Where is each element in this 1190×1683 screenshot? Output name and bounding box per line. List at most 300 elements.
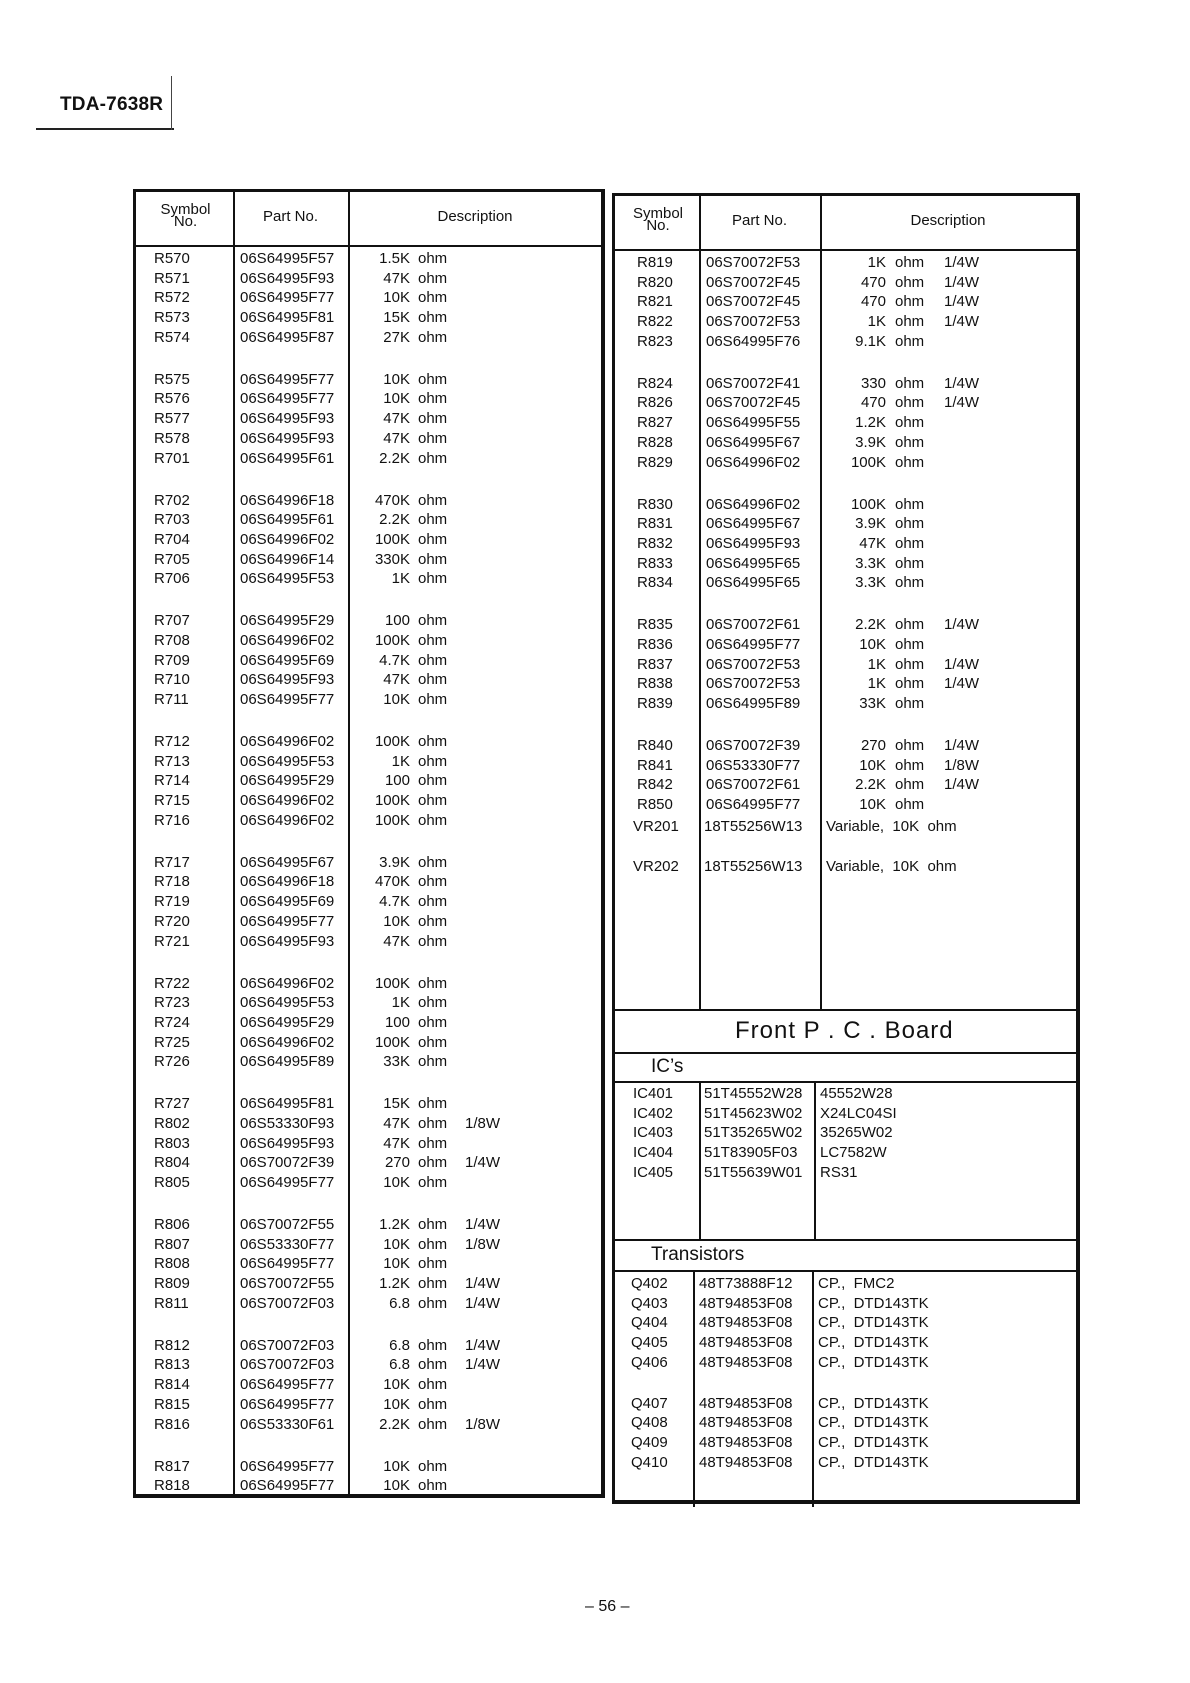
symbol-cell: R833: [637, 554, 673, 572]
unit-cell: ohm: [895, 737, 925, 755]
value-cell: 1.2K: [379, 1216, 410, 1234]
symbol-cell: Q403: [631, 1294, 668, 1312]
part-number-cell: 06S64996F02: [240, 811, 335, 829]
unit-cell: ohm: [418, 811, 448, 829]
symbol-cell: R822: [637, 313, 673, 331]
part-number-cell: 51T55639W01: [704, 1163, 803, 1181]
part-number-cell: 18T55256W13: [704, 817, 803, 835]
unit-cell: ohm: [418, 1415, 448, 1433]
table-row: [136, 410, 601, 430]
table-row: [615, 555, 1076, 575]
table-row: [136, 1236, 601, 1256]
value-cell: 100K: [374, 631, 410, 649]
description-cell: CP., DTD143TK: [818, 1334, 929, 1352]
symbol-cell: R706: [154, 570, 190, 588]
part-number-cell: 06S64995F77: [240, 1174, 335, 1192]
table-row: [136, 1216, 601, 1236]
section-divider: [615, 1052, 1076, 1054]
symbol-cell: VR202: [633, 857, 679, 875]
table-row: [136, 390, 601, 410]
unit-cell: ohm: [418, 1216, 448, 1234]
value-cell: 3.3K: [855, 574, 886, 592]
symbol-cell: R710: [154, 671, 190, 689]
value-cell: 10K: [383, 1235, 410, 1253]
unit-cell: ohm: [895, 254, 925, 271]
value-cell: 6.8: [389, 1356, 410, 1374]
table-row: [136, 1135, 601, 1155]
table-row: [615, 1275, 1076, 1295]
symbol-cell: R716: [154, 811, 190, 829]
part-number-cell: 06S64995F57: [240, 250, 335, 267]
unit-cell: ohm: [418, 853, 448, 871]
symbol-cell: R571: [154, 269, 190, 287]
unit-cell: ohm: [895, 616, 925, 634]
table-row: [136, 1458, 601, 1478]
symbol-cell: R575: [154, 370, 190, 388]
wattage-cell: 1/8W: [465, 1114, 501, 1132]
value-cell: 1K: [867, 254, 886, 271]
part-header: Part No.: [262, 208, 319, 225]
value-cell: 47K: [383, 410, 410, 428]
symbol-cell: Q407: [631, 1394, 668, 1412]
symbol-cell: R578: [154, 429, 190, 447]
unit-cell: ohm: [418, 1235, 448, 1253]
part-number-cell: 06S70072F03: [240, 1356, 335, 1374]
unit-cell: ohm: [418, 1053, 448, 1071]
unit-cell: ohm: [418, 429, 448, 447]
symbol-cell: R577: [154, 410, 190, 428]
table-row: [136, 492, 601, 512]
symbol-cell: R713: [154, 752, 190, 770]
wattage-cell: 1/4W: [944, 313, 980, 331]
symbol-cell: R718: [154, 873, 190, 891]
section-divider: [615, 1270, 1076, 1272]
description-cell: LC7582W: [820, 1144, 887, 1162]
table-row: [615, 274, 1076, 294]
unit-cell: ohm: [418, 631, 448, 649]
part-number-cell: 48T73888F12: [699, 1275, 793, 1292]
table-row: [615, 1314, 1076, 1334]
unit-cell: ohm: [418, 269, 448, 287]
wattage-cell: 1/4W: [944, 254, 980, 271]
symbol-cell: R705: [154, 550, 190, 568]
unit-cell: ohm: [895, 293, 925, 311]
part-number-cell: 06S64995F55: [706, 414, 801, 432]
part-number-cell: 06S64995F93: [240, 1134, 335, 1152]
part-number-cell: 06S64996F02: [240, 530, 335, 548]
value-cell: 4.7K: [379, 651, 410, 669]
part-number-cell: 06S64995F69: [240, 651, 335, 669]
unit-cell: ohm: [895, 554, 925, 572]
wattage-cell: 1/4W: [465, 1154, 501, 1172]
value-cell: 10K: [383, 912, 410, 930]
table-row: [615, 434, 1076, 454]
part-number-cell: 48T94853F08: [699, 1394, 793, 1412]
value-cell: 100K: [374, 811, 410, 829]
table-row: [136, 289, 601, 309]
table-row: [136, 1295, 601, 1315]
value-cell: 100: [384, 772, 410, 790]
symbol-cell: R701: [154, 449, 190, 467]
part-number-cell: 06S64996F02: [240, 733, 335, 751]
symbol-header: Symbol: [632, 205, 684, 222]
part-number-cell: 06S70072F45: [706, 394, 801, 412]
part-number-cell: 06S64995F93: [706, 534, 801, 552]
part-number-cell: 06S64996F02: [706, 495, 801, 513]
symbol-cell: Q410: [631, 1453, 668, 1471]
symbol-cell: R829: [637, 453, 673, 471]
table-row: [615, 1124, 1076, 1144]
unit-cell: ohm: [895, 414, 925, 432]
symbol-cell: R711: [154, 691, 189, 709]
part-number-cell: 06S64995F77: [240, 1477, 335, 1495]
symbol-cell: Q405: [631, 1334, 668, 1352]
table-row: [136, 1356, 601, 1376]
table-row: [136, 612, 601, 632]
table-row: [136, 975, 601, 995]
part-number-cell: 06S64996F18: [240, 873, 335, 891]
symbol-cell: R817: [154, 1457, 190, 1475]
table-row: [136, 1014, 601, 1034]
symbol-cell: Q408: [631, 1414, 668, 1432]
value-cell: 100K: [374, 974, 410, 992]
part-number-cell: 06S64995F77: [240, 1376, 335, 1394]
unit-cell: ohm: [895, 374, 925, 392]
symbol-cell: Q409: [631, 1434, 668, 1452]
symbol-cell: R573: [154, 309, 190, 327]
table-row: [615, 1434, 1076, 1454]
table-row: [615, 656, 1076, 676]
value-cell: 100K: [850, 495, 886, 513]
table-row: [136, 812, 601, 832]
part-number-cell: 06S64995F93: [240, 269, 335, 287]
table-row: [136, 1154, 601, 1174]
symbol-cell: IC402: [633, 1104, 674, 1122]
table-row: [615, 515, 1076, 535]
part-number-cell: 06S64995F77: [240, 912, 335, 930]
part-number-cell: 18T55256W13: [704, 857, 803, 875]
symbol-cell: R828: [637, 433, 673, 451]
table-row: [615, 535, 1076, 555]
table-row: [136, 691, 601, 711]
table-row: [615, 1414, 1076, 1434]
unit-cell: ohm: [895, 332, 925, 350]
table-row: [615, 818, 1076, 838]
value-cell: 1K: [391, 570, 410, 588]
unit-cell: ohm: [418, 912, 448, 930]
unit-cell: ohm: [418, 1457, 448, 1475]
symbol-cell: R802: [154, 1114, 190, 1132]
unit-cell: ohm: [418, 1174, 448, 1192]
table-row: [136, 551, 601, 571]
part-number-cell: 48T94853F08: [699, 1314, 793, 1332]
description-cell: CP., DTD143TK: [818, 1294, 929, 1312]
part-number-cell: 06S53330F61: [240, 1415, 335, 1433]
part-number-cell: 48T94853F08: [699, 1453, 793, 1471]
wattage-cell: 1/4W: [465, 1275, 501, 1293]
symbol-cell: R832: [637, 534, 673, 552]
value-cell: 10K: [383, 390, 410, 408]
part-number-cell: 51T45623W02: [704, 1104, 803, 1122]
symbol-cell: R723: [154, 994, 190, 1012]
symbol-cell: R725: [154, 1033, 190, 1051]
symbol-cell: R834: [637, 574, 673, 592]
value-cell: 270: [860, 737, 886, 755]
part-header: Part No.: [731, 212, 788, 229]
part-number-cell: 06S64995F89: [240, 1053, 335, 1071]
table-row: [136, 733, 601, 753]
value-cell: 10K: [383, 691, 410, 709]
table-row: [136, 893, 601, 913]
unit-cell: ohm: [418, 752, 448, 770]
value-cell: 2.2K: [855, 616, 886, 634]
unit-cell: ohm: [418, 932, 448, 950]
part-number-cell: 06S70072F61: [706, 616, 801, 634]
symbol-cell: R827: [637, 414, 673, 432]
part-number-cell: 06S64995F77: [240, 1255, 335, 1273]
wattage-cell: 1/4W: [465, 1216, 501, 1234]
table-row: [136, 250, 601, 270]
value-cell: 10K: [383, 370, 410, 388]
value-cell: 2.2K: [855, 776, 886, 794]
model-underline: [36, 128, 174, 130]
table-row: [136, 329, 601, 349]
symbol-cell: VR201: [633, 817, 679, 835]
symbol-header: Symbol: [160, 201, 211, 218]
symbol-cell: R721: [154, 932, 190, 950]
unit-cell: ohm: [418, 1356, 448, 1374]
unit-cell: ohm: [895, 394, 925, 412]
description-header: Description: [910, 212, 986, 229]
value-cell: 100K: [374, 733, 410, 751]
part-number-cell: 48T94853F08: [699, 1334, 793, 1352]
unit-cell: ohm: [418, 570, 448, 588]
part-number-cell: 06S64995F67: [706, 433, 801, 451]
part-number-cell: 06S64995F29: [240, 1013, 335, 1031]
value-cell: 15K: [383, 1095, 410, 1113]
value-cell: 1K: [391, 752, 410, 770]
table-row: [136, 371, 601, 391]
part-number-cell: 06S64995F93: [240, 932, 335, 950]
value-cell: 1.2K: [855, 414, 886, 432]
part-number-cell: 06S70072F55: [240, 1216, 335, 1234]
table-row: [136, 1416, 601, 1436]
table-row: [136, 1115, 601, 1135]
wattage-cell: 1/4W: [465, 1336, 501, 1354]
table-row: [615, 254, 1076, 274]
parts-table-left: [133, 189, 605, 1498]
symbol-cell: R704: [154, 530, 190, 548]
table-row: [615, 454, 1076, 474]
part-number-cell: 48T94853F08: [699, 1434, 793, 1452]
wattage-cell: 1/4W: [465, 1294, 501, 1312]
value-cell: 10K: [383, 289, 410, 307]
unit-cell: ohm: [895, 495, 925, 513]
wattage-cell: 1/4W: [944, 616, 980, 634]
symbol-cell: R726: [154, 1053, 190, 1071]
value-cell: 3.9K: [379, 853, 410, 871]
value-cell: 10K: [383, 1174, 410, 1192]
value-cell: 1K: [867, 655, 886, 673]
table-row: [615, 313, 1076, 333]
symbol-cell: Q404: [631, 1314, 668, 1332]
symbol-cell: R840: [637, 737, 673, 755]
wattage-cell: 1/4W: [944, 293, 980, 311]
symbol-cell: R812: [154, 1336, 190, 1354]
value-cell: 100K: [374, 1033, 410, 1051]
unit-cell: ohm: [418, 250, 448, 267]
part-number-cell: 06S64995F89: [706, 695, 801, 713]
unit-cell: ohm: [418, 873, 448, 891]
part-number-cell: 06S70072F41: [706, 374, 801, 392]
value-cell: 4.7K: [379, 893, 410, 911]
unit-cell: ohm: [418, 530, 448, 548]
part-number-cell: 06S64995F65: [706, 554, 801, 572]
table-row: [136, 570, 601, 590]
symbol-cell: IC401: [633, 1085, 674, 1102]
symbol-cell: R576: [154, 390, 190, 408]
unit-cell: ohm: [418, 1294, 448, 1312]
symbol-cell: R823: [637, 332, 673, 350]
symbol-cell: R808: [154, 1255, 190, 1273]
unit-cell: ohm: [418, 511, 448, 529]
wattage-cell: 1/4W: [944, 273, 980, 291]
header-divider: [615, 249, 1076, 251]
value-cell: 2.2K: [379, 1415, 410, 1433]
part-number-cell: 06S70072F53: [706, 313, 801, 331]
description-cell: CP., DTD143TK: [818, 1394, 929, 1412]
description-header: Description: [437, 208, 513, 225]
table-row: [136, 270, 601, 290]
table-row: [136, 1034, 601, 1054]
table-row: [136, 854, 601, 874]
part-number-cell: 06S64995F77: [240, 691, 335, 709]
table-row: [136, 1095, 601, 1115]
unit-cell: ohm: [895, 695, 925, 713]
value-cell: 10K: [859, 756, 886, 774]
unit-cell: ohm: [895, 453, 925, 471]
part-number-cell: 06S64995F77: [706, 796, 801, 814]
unit-cell: ohm: [418, 1255, 448, 1273]
table-row: [136, 792, 601, 812]
unit-cell: ohm: [418, 1013, 448, 1031]
symbol-cell: R820: [637, 273, 673, 291]
symbol-header-no: No.: [646, 217, 670, 234]
symbol-cell: R715: [154, 792, 190, 810]
value-cell: 3.3K: [855, 554, 886, 572]
symbol-cell: R717: [154, 853, 190, 871]
unit-cell: ohm: [418, 1134, 448, 1152]
part-number-cell: 51T45552W28: [704, 1085, 803, 1102]
symbol-cell: R703: [154, 511, 190, 529]
part-number-cell: 06S64995F77: [240, 1395, 335, 1413]
value-cell: 10K: [859, 796, 886, 814]
wattage-cell: 1/8W: [465, 1415, 501, 1433]
table-row: [136, 309, 601, 329]
part-number-cell: 06S64995F93: [240, 410, 335, 428]
value-cell: 10K: [383, 1457, 410, 1475]
unit-cell: ohm: [418, 671, 448, 689]
description-cell: Variable, 10K ohm: [826, 817, 957, 835]
table-row: [136, 1337, 601, 1357]
value-cell: 47K: [859, 534, 886, 552]
part-number-cell: 06S53330F93: [240, 1114, 335, 1132]
table-row: [136, 1477, 601, 1497]
table-row: [615, 394, 1076, 414]
part-number-cell: 06S70072F03: [240, 1294, 335, 1312]
part-number-cell: 51T35265W02: [704, 1124, 803, 1142]
part-number-cell: 06S64995F53: [240, 994, 335, 1012]
part-number-cell: 06S70072F61: [706, 776, 801, 794]
value-cell: 27K: [383, 328, 410, 346]
value-cell: 1K: [391, 994, 410, 1012]
value-cell: 1K: [867, 313, 886, 331]
symbol-cell: R805: [154, 1174, 190, 1192]
table-row: [615, 757, 1076, 777]
value-cell: 470: [860, 273, 886, 291]
symbol-cell: R816: [154, 1415, 190, 1433]
model-tick-mark: [171, 76, 172, 130]
part-number-cell: 06S64995F81: [240, 1095, 335, 1113]
part-number-cell: 48T94853F08: [699, 1353, 793, 1371]
part-number-cell: 06S70072F53: [706, 655, 801, 673]
table-row: [615, 1334, 1076, 1354]
table-row: [615, 496, 1076, 516]
unit-cell: ohm: [418, 772, 448, 790]
symbol-cell: R824: [637, 374, 673, 392]
part-number-cell: 06S64995F77: [706, 635, 801, 653]
wattage-cell: 1/4W: [944, 655, 980, 673]
part-number-cell: 06S64995F76: [706, 332, 801, 350]
table-row: [615, 858, 1076, 878]
table-row: [136, 652, 601, 672]
table-row: [615, 1085, 1076, 1105]
symbol-cell: R574: [154, 328, 190, 346]
table-row: [615, 1295, 1076, 1315]
part-number-cell: 06S64995F67: [240, 853, 335, 871]
table-row: [615, 1144, 1076, 1164]
model-number: TDA-7638R: [60, 94, 164, 115]
unit-cell: ohm: [895, 574, 925, 592]
symbol-cell: R809: [154, 1275, 190, 1293]
description-cell: CP., DTD143TK: [818, 1434, 929, 1452]
symbol-cell: R839: [637, 695, 673, 713]
unit-cell: ohm: [418, 1095, 448, 1113]
part-number-cell: 06S64995F87: [240, 328, 335, 346]
unit-cell: ohm: [418, 550, 448, 568]
symbol-cell: R724: [154, 1013, 190, 1031]
part-number-cell: 06S64995F77: [240, 370, 335, 388]
symbol-cell: IC403: [633, 1124, 674, 1142]
table-row: [136, 1255, 601, 1275]
part-number-cell: 06S64996F02: [240, 974, 335, 992]
value-cell: 470K: [374, 873, 410, 891]
section-divider: [615, 1009, 1076, 1011]
value-cell: 47K: [383, 671, 410, 689]
symbol-cell: R720: [154, 912, 190, 930]
table-row: [615, 414, 1076, 434]
unit-cell: ohm: [418, 792, 448, 810]
unit-cell: ohm: [418, 1395, 448, 1413]
wattage-cell: 1/4W: [944, 394, 980, 412]
symbol-cell: R712: [154, 733, 190, 751]
value-cell: 330K: [374, 550, 410, 568]
value-cell: 100: [384, 1013, 410, 1031]
wattage-cell: 1/4W: [944, 737, 980, 755]
wattage-cell: 1/4W: [944, 374, 980, 392]
unit-cell: ohm: [418, 893, 448, 911]
part-number-cell: 06S70072F53: [706, 675, 801, 693]
